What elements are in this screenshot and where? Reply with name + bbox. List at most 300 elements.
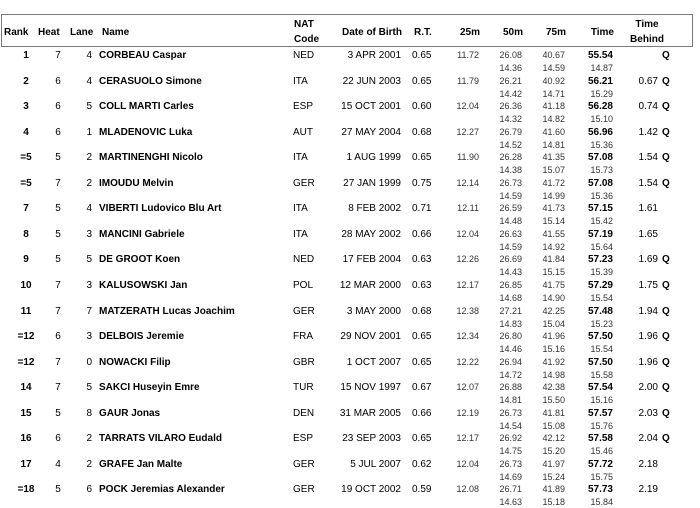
rank-cell: =12 xyxy=(17,331,35,343)
heat-cell: 7 xyxy=(55,382,61,394)
final-time-cell: 57.48 xyxy=(587,305,613,317)
lap-75m: 14.90 xyxy=(542,292,565,303)
lap-75m: 14.81 xyxy=(542,139,565,150)
qualified-marker: Q xyxy=(662,407,670,419)
split-50m: 26.36 xyxy=(499,101,522,112)
header-rank: Rank xyxy=(4,27,29,38)
lap-75m: 15.15 xyxy=(542,267,565,278)
nat-code-cell: ITA xyxy=(293,228,308,240)
qualified-marker: Q xyxy=(662,382,670,394)
date-of-birth-cell: 3 APR 2001 xyxy=(347,50,401,61)
lane-cell: 2 xyxy=(86,458,92,470)
time-behind-cell: 1.69 xyxy=(638,254,658,266)
heat-cell: 7 xyxy=(55,356,61,368)
rank-cell: 1 xyxy=(23,50,29,61)
athlete-name: TARRATS VILARO Eudald xyxy=(99,433,222,445)
final-time-cell: 56.96 xyxy=(587,126,613,138)
split-50m: 26.88 xyxy=(499,382,522,393)
table-row xyxy=(0,48,700,74)
split-50m: 26.73 xyxy=(499,407,522,418)
split-50m: 26.63 xyxy=(499,228,522,239)
lap-100m: 15.16 xyxy=(590,395,613,406)
nat-code-cell: ESP xyxy=(293,433,314,445)
lap-75m: 15.24 xyxy=(542,471,565,482)
time-behind-cell: 1.75 xyxy=(638,279,658,291)
lap-100m: 15.42 xyxy=(590,216,613,227)
rank-cell: =5 xyxy=(20,152,32,164)
lap-75m: 14.71 xyxy=(542,88,565,99)
date-of-birth-cell: 31 MAR 2005 xyxy=(339,407,401,419)
heat-cell: 5 xyxy=(55,152,61,164)
rank-cell: 14 xyxy=(20,382,32,394)
split-50m: 26.80 xyxy=(499,331,522,342)
lap-75m: 14.82 xyxy=(542,114,565,125)
heat-cell: 6 xyxy=(55,75,61,87)
athlete-name: VIBERTI Ludovico Blu Art xyxy=(99,203,222,215)
split-75m: 41.92 xyxy=(542,356,565,367)
final-time-cell: 57.73 xyxy=(587,484,613,496)
date-of-birth-cell: 17 FEB 2004 xyxy=(342,254,401,266)
lane-cell: 8 xyxy=(86,407,92,419)
time-behind-cell: 1.65 xyxy=(638,228,658,240)
athlete-name: DE GROOT Koen xyxy=(99,254,181,266)
reaction-time-cell: 0.65 xyxy=(412,356,432,368)
reaction-time-cell: 0.65 xyxy=(412,433,432,445)
results-table-header xyxy=(1,14,693,47)
table-row xyxy=(0,227,700,253)
lap-50m: 14.36 xyxy=(499,63,522,73)
rank-cell: 16 xyxy=(20,433,32,445)
time-behind-cell: 2.04 xyxy=(638,433,658,445)
split-50m: 27.21 xyxy=(499,305,522,316)
lap-50m: 14.48 xyxy=(499,216,522,227)
lap-50m: 14.59 xyxy=(499,241,522,252)
reaction-time-cell: 0.65 xyxy=(412,152,432,164)
lap-50m: 14.69 xyxy=(499,471,522,482)
lap-100m: 15.75 xyxy=(590,471,613,482)
athlete-name: GRAFE Jan Malte xyxy=(99,458,183,470)
lap-50m: 14.83 xyxy=(499,318,522,329)
qualified-marker: Q xyxy=(662,177,670,189)
heat-cell: 7 xyxy=(55,305,61,317)
split-75m: 42.12 xyxy=(542,433,565,444)
lap-50m: 14.52 xyxy=(499,139,522,150)
lane-cell: 1 xyxy=(86,126,92,138)
split-25m: 12.26 xyxy=(456,254,479,265)
reaction-time-cell: 0.65 xyxy=(412,331,432,343)
time-behind-cell: 1.94 xyxy=(638,305,658,317)
time-behind-cell: 1.61 xyxy=(638,203,658,215)
rank-cell: 7 xyxy=(23,203,29,215)
header-25m: 25m xyxy=(459,27,480,38)
split-50m: 26.92 xyxy=(499,433,522,444)
rank-cell: 2 xyxy=(23,75,29,87)
time-behind-cell: 2.18 xyxy=(638,458,658,470)
lap-75m: 15.07 xyxy=(542,165,565,176)
final-time-cell: 57.15 xyxy=(587,203,613,215)
split-75m: 41.55 xyxy=(542,228,565,239)
date-of-birth-cell: 5 JUL 2007 xyxy=(350,458,401,470)
athlete-name: SAKCI Huseyin Emre xyxy=(99,382,200,394)
final-time-cell: 57.19 xyxy=(587,228,613,240)
time-behind-cell: 2.19 xyxy=(638,484,658,496)
nat-code-cell: ITA xyxy=(293,152,308,164)
reaction-time-cell: 0.60 xyxy=(412,101,432,113)
lane-cell: 4 xyxy=(86,75,92,87)
split-75m: 42.38 xyxy=(542,382,565,393)
lap-50m: 14.38 xyxy=(499,165,522,176)
time-behind-cell: 2.03 xyxy=(638,407,658,419)
nat-code-cell: GER xyxy=(293,177,315,189)
final-time-cell: 56.28 xyxy=(587,101,613,113)
date-of-birth-cell: 3 MAY 2000 xyxy=(346,305,401,317)
qualified-marker: Q xyxy=(662,433,670,445)
split-75m: 41.81 xyxy=(542,407,565,418)
lap-75m: 14.99 xyxy=(542,190,565,201)
athlete-name: MARTINENGHI Nicolo xyxy=(99,152,203,164)
reaction-time-cell: 0.63 xyxy=(412,254,432,266)
reaction-time-cell: 0.65 xyxy=(412,50,432,61)
split-25m: 12.34 xyxy=(456,331,479,342)
split-50m: 26.85 xyxy=(499,279,522,290)
lap-100m: 15.46 xyxy=(590,446,613,457)
split-25m: 12.22 xyxy=(456,356,479,367)
athlete-name: MLADENOVIC Luka xyxy=(99,126,193,138)
split-50m: 26.28 xyxy=(499,152,522,163)
qualified-marker: Q xyxy=(662,254,670,266)
rank-cell: 10 xyxy=(20,279,32,291)
date-of-birth-cell: 28 MAY 2002 xyxy=(341,228,401,240)
final-time-cell: 57.23 xyxy=(587,254,613,266)
reaction-time-cell: 0.66 xyxy=(412,407,432,419)
reaction-time-cell: 0.66 xyxy=(412,228,432,240)
lap-50m: 14.63 xyxy=(499,497,522,508)
reaction-time-cell: 0.63 xyxy=(412,279,432,291)
rank-cell: 15 xyxy=(20,407,32,419)
heat-cell: 6 xyxy=(55,126,61,138)
split-75m: 40.92 xyxy=(542,75,565,86)
lap-100m: 15.54 xyxy=(590,344,613,355)
lane-cell: 2 xyxy=(86,177,92,189)
nat-code-cell: FRA xyxy=(293,331,313,343)
table-row xyxy=(0,304,700,330)
heat-cell: 5 xyxy=(55,228,61,240)
lane-cell: 3 xyxy=(86,331,92,343)
rank-cell: 11 xyxy=(20,305,32,317)
split-75m: 41.73 xyxy=(542,203,565,214)
time-behind-cell: 0.74 xyxy=(638,101,658,113)
time-behind-cell: 1.54 xyxy=(638,177,658,189)
lane-cell: 3 xyxy=(86,228,92,240)
reaction-time-cell: 0.68 xyxy=(412,126,432,138)
lap-100m: 15.64 xyxy=(590,241,613,252)
lap-75m: 14.98 xyxy=(542,369,565,380)
reaction-time-cell: 0.65 xyxy=(412,75,432,87)
split-50m: 26.73 xyxy=(499,177,522,188)
date-of-birth-cell: 12 MAR 2000 xyxy=(339,279,401,291)
header-heat: Heat xyxy=(38,27,60,38)
lane-cell: 7 xyxy=(86,305,92,317)
lane-cell: 4 xyxy=(86,50,92,61)
table-row xyxy=(0,176,700,202)
heat-cell: 5 xyxy=(55,254,61,266)
split-75m: 41.75 xyxy=(542,279,565,290)
split-25m: 11.72 xyxy=(457,50,479,60)
table-row xyxy=(0,431,700,457)
nat-code-cell: GER xyxy=(293,458,315,470)
lap-75m: 15.20 xyxy=(542,446,565,457)
lap-50m: 14.46 xyxy=(499,344,522,355)
qualified-marker: Q xyxy=(662,305,670,317)
lane-cell: 3 xyxy=(86,279,92,291)
split-50m: 26.21 xyxy=(499,75,522,86)
date-of-birth-cell: 27 MAY 2004 xyxy=(341,126,401,138)
reaction-time-cell: 0.71 xyxy=(412,203,432,215)
header-date-of-birth: Date of Birth xyxy=(342,27,402,38)
final-time-cell: 55.54 xyxy=(587,50,613,61)
table-row xyxy=(0,278,700,304)
header-behind-line2: Behind xyxy=(630,34,664,45)
lap-75m: 15.18 xyxy=(542,497,565,508)
heat-cell: 7 xyxy=(55,177,61,189)
split-50m: 26.08 xyxy=(499,50,522,60)
lane-cell: 5 xyxy=(86,101,92,113)
lap-50m: 14.81 xyxy=(499,395,522,406)
table-row xyxy=(0,406,700,432)
split-25m: 12.11 xyxy=(457,203,479,214)
athlete-name: MATZERATH Lucas Joachim xyxy=(99,305,235,317)
rank-cell: =12 xyxy=(17,356,35,368)
table-row xyxy=(0,355,700,381)
qualified-marker: Q xyxy=(662,331,670,343)
qualified-marker: Q xyxy=(662,75,670,87)
nat-code-cell: AUT xyxy=(293,126,313,138)
lane-cell: 4 xyxy=(86,203,92,215)
heat-cell: 6 xyxy=(55,101,61,113)
date-of-birth-cell: 8 FEB 2002 xyxy=(348,203,401,215)
header-rt: R.T. xyxy=(414,27,432,38)
header-time-behind xyxy=(620,18,674,46)
split-75m: 41.35 xyxy=(542,152,565,163)
split-25m: 12.38 xyxy=(456,305,479,316)
final-time-cell: 57.29 xyxy=(587,279,613,291)
final-time-cell: 57.57 xyxy=(587,407,613,419)
table-row xyxy=(0,482,700,508)
rank-cell: 3 xyxy=(23,101,29,113)
qualified-marker: Q xyxy=(662,126,670,138)
date-of-birth-cell: 1 AUG 1999 xyxy=(346,152,401,164)
lane-cell: 2 xyxy=(86,152,92,164)
athlete-name: NOWACKI Filip xyxy=(99,356,171,368)
lap-100m: 15.58 xyxy=(590,369,613,380)
header-nat-line1: NAT xyxy=(294,19,314,30)
split-50m: 26.69 xyxy=(499,254,522,265)
lap-100m: 15.10 xyxy=(590,114,613,125)
nat-code-cell: GBR xyxy=(293,356,315,368)
lap-100m: 15.73 xyxy=(590,165,613,176)
athlete-name: GAUR Jonas xyxy=(99,407,161,419)
qualified-marker: Q xyxy=(662,356,670,368)
final-time-cell: 57.58 xyxy=(587,433,613,445)
qualified-marker: Q xyxy=(662,50,670,61)
lap-100m: 14.87 xyxy=(590,63,613,73)
rank-cell: 17 xyxy=(20,458,32,470)
split-75m: 40.67 xyxy=(542,50,565,60)
lap-75m: 15.04 xyxy=(542,318,565,329)
nat-code-cell: NED xyxy=(293,254,315,266)
qualified-marker: Q xyxy=(662,279,670,291)
rank-cell: 8 xyxy=(23,228,29,240)
time-behind-cell: 1.96 xyxy=(638,356,658,368)
date-of-birth-cell: 1 OCT 2007 xyxy=(346,356,401,368)
table-row xyxy=(0,201,700,227)
header-time: Time xyxy=(590,27,614,38)
date-of-birth-cell: 19 OCT 2002 xyxy=(341,484,401,496)
time-behind-cell: 1.54 xyxy=(638,152,658,164)
split-50m: 26.94 xyxy=(499,356,522,367)
heat-cell: 5 xyxy=(55,203,61,215)
split-25m: 12.07 xyxy=(456,382,479,393)
athlete-name: KALUSOWSKI Jan xyxy=(99,279,188,291)
date-of-birth-cell: 29 NOV 2001 xyxy=(340,331,401,343)
athlete-name: COLL MARTI Carles xyxy=(99,101,194,113)
nat-code-cell: TUR xyxy=(293,382,314,394)
lap-50m: 14.59 xyxy=(499,190,522,201)
athlete-name: POCK Jeremias Alexander xyxy=(99,484,225,496)
rank-cell: =5 xyxy=(20,177,32,189)
nat-code-cell: POL xyxy=(293,279,314,291)
lap-100m: 15.84 xyxy=(590,497,613,508)
table-row xyxy=(0,380,700,406)
split-75m: 41.97 xyxy=(542,458,565,469)
lap-50m: 14.32 xyxy=(499,114,522,125)
split-75m: 41.18 xyxy=(542,101,565,112)
rank-cell: =18 xyxy=(17,484,35,496)
heat-cell: 6 xyxy=(55,331,61,343)
split-75m: 41.72 xyxy=(542,177,565,188)
split-50m: 26.71 xyxy=(499,484,522,495)
final-time-cell: 57.50 xyxy=(587,356,613,368)
lane-cell: 6 xyxy=(86,484,92,496)
date-of-birth-cell: 22 JUN 2003 xyxy=(342,75,401,87)
split-25m: 11.79 xyxy=(457,75,479,86)
lap-100m: 15.36 xyxy=(590,190,613,201)
date-of-birth-cell: 27 JAN 1999 xyxy=(343,177,401,189)
lap-75m: 15.50 xyxy=(542,395,565,406)
athlete-name: CORBEAU Caspar xyxy=(99,50,187,61)
heat-cell: 4 xyxy=(55,458,61,470)
heat-cell: 6 xyxy=(55,433,61,445)
reaction-time-cell: 0.67 xyxy=(412,382,432,394)
lap-100m: 15.23 xyxy=(590,318,613,329)
lane-cell: 2 xyxy=(86,433,92,445)
header-nat-line2: Code xyxy=(294,34,319,45)
split-75m: 42.25 xyxy=(542,305,565,316)
athlete-name: MANCINI Gabriele xyxy=(99,228,185,240)
heat-cell: 7 xyxy=(55,279,61,291)
nat-code-cell: DEN xyxy=(293,407,315,419)
header-50m: 50m xyxy=(502,27,523,38)
heat-cell: 7 xyxy=(55,50,61,61)
reaction-time-cell: 0.62 xyxy=(412,458,432,470)
date-of-birth-cell: 15 NOV 1997 xyxy=(340,382,401,394)
split-25m: 12.17 xyxy=(456,433,479,444)
lap-75m: 15.14 xyxy=(542,216,565,227)
split-75m: 41.84 xyxy=(542,254,565,265)
split-25m: 12.14 xyxy=(456,177,479,188)
lap-75m: 14.59 xyxy=(542,63,565,73)
split-25m: 12.27 xyxy=(456,126,479,137)
final-time-cell: 56.21 xyxy=(587,75,613,87)
lap-100m: 15.39 xyxy=(590,267,613,278)
nat-code-cell: ITA xyxy=(293,203,308,215)
lap-75m: 15.08 xyxy=(542,420,565,431)
split-25m: 12.04 xyxy=(456,101,479,112)
lap-50m: 14.43 xyxy=(499,267,522,278)
heat-cell: 5 xyxy=(55,407,61,419)
table-row xyxy=(0,150,700,176)
time-behind-cell: 1.96 xyxy=(638,331,658,343)
rank-cell: 9 xyxy=(23,254,29,266)
lane-cell: 5 xyxy=(86,382,92,394)
date-of-birth-cell: 15 OCT 2001 xyxy=(341,101,401,113)
split-25m: 12.08 xyxy=(456,484,479,495)
nat-code-cell: ITA xyxy=(293,75,308,87)
rank-cell: 4 xyxy=(23,126,29,138)
table-row xyxy=(0,99,700,125)
lap-100m: 15.76 xyxy=(590,420,613,431)
athlete-name: DELBOIS Jeremie xyxy=(99,331,185,343)
split-75m: 41.96 xyxy=(542,331,565,342)
reaction-time-cell: 0.59 xyxy=(412,484,432,496)
split-50m: 26.73 xyxy=(499,458,522,469)
nat-code-cell: GER xyxy=(293,305,315,317)
date-of-birth-cell: 23 SEP 2003 xyxy=(342,433,401,445)
athlete-name: IMOUDU Melvin xyxy=(99,177,174,189)
header-behind-line1: Time xyxy=(635,19,659,30)
split-25m: 12.04 xyxy=(456,458,479,469)
final-time-cell: 57.54 xyxy=(587,382,613,394)
header-nat-code xyxy=(294,18,319,46)
split-25m: 12.04 xyxy=(456,228,479,239)
lane-cell: 0 xyxy=(86,356,92,368)
qualified-marker: Q xyxy=(662,152,670,164)
header-75m: 75m xyxy=(545,27,566,38)
nat-code-cell: GER xyxy=(293,484,315,496)
lap-75m: 14.92 xyxy=(542,241,565,252)
heat-cell: 5 xyxy=(55,484,61,496)
time-behind-cell: 1.42 xyxy=(638,126,658,138)
header-name: Name xyxy=(102,27,130,38)
lap-50m: 14.72 xyxy=(499,369,522,380)
split-50m: 26.59 xyxy=(499,203,522,214)
athlete-name: CERASUOLO Simone xyxy=(99,75,202,87)
split-75m: 41.89 xyxy=(542,484,565,495)
lap-100m: 15.29 xyxy=(590,88,613,99)
table-row xyxy=(0,457,700,483)
header-lane: Lane xyxy=(70,27,94,38)
lap-50m: 14.75 xyxy=(499,446,522,457)
lap-50m: 14.68 xyxy=(499,292,522,303)
table-row xyxy=(0,252,700,278)
qualified-marker: Q xyxy=(662,101,670,113)
lap-50m: 14.42 xyxy=(499,88,522,99)
split-25m: 11.90 xyxy=(457,152,479,163)
lap-100m: 15.54 xyxy=(590,292,613,303)
split-75m: 41.60 xyxy=(542,126,565,137)
final-time-cell: 57.50 xyxy=(587,331,613,343)
table-row xyxy=(0,329,700,355)
